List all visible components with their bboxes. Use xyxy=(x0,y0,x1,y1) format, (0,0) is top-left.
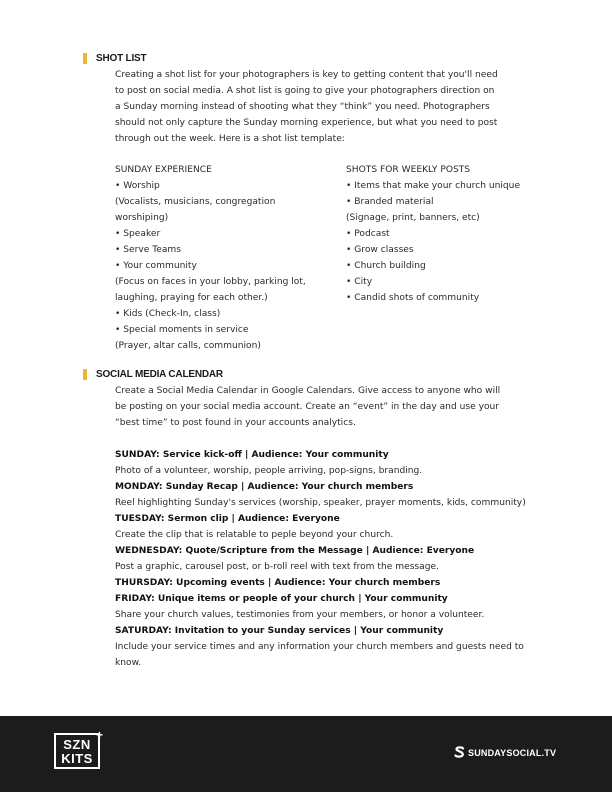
day-title: MONDAY: Sunday Recap | Audience: Your church members xyxy=(115,482,414,492)
list-item: • Special moments in service xyxy=(115,325,249,335)
calendar-heading xyxy=(83,369,223,380)
site-url: SUNDAYSOCIAL.TV xyxy=(468,748,557,758)
day-body: Include your service times and any information your church members and guests need to know. xyxy=(115,642,524,668)
list-item: (Vocalists, musicians, congregation xyxy=(115,197,276,207)
list-item: • Serve Teams xyxy=(115,245,181,255)
list-item: • Speaker xyxy=(115,229,161,239)
calendar-intro xyxy=(115,383,545,431)
shot-list-intro xyxy=(115,67,545,147)
day-body: Create the clip that is relatable to peple beyond your church. xyxy=(115,530,394,540)
intro-line: a Sunday morning instead of shooting what they “think” you need. Photographers xyxy=(115,102,490,112)
intro-line: should not only capture the Sunday morning experience, but what you need to post xyxy=(115,118,498,128)
day-title: FRIDAY: Unique items or people of your church | Your community xyxy=(115,594,448,604)
intro-line: be posting on your social media account. Create an “event” in the day and use your xyxy=(115,402,500,412)
logo-line: SZN xyxy=(63,737,91,752)
intro-line: through out the week. Here is a shot list template: xyxy=(115,134,345,144)
day-title: TUESDAY: Sermon clip | Audience: Everyone xyxy=(115,514,340,524)
list-item: (Focus on faces in your lobby, parking lot, xyxy=(115,277,306,287)
list-item: worshiping) xyxy=(115,213,169,223)
day-body: Post a graphic, carousel post, or b-roll reel with text from the message. xyxy=(115,562,440,572)
list-item: • Items that make your church unique xyxy=(346,181,521,191)
day-title: THURSDAY: Upcoming events | Audience: Your church members xyxy=(115,578,441,588)
day-body: Share your church values, testimonies from your members, or honor a volunteer. xyxy=(115,610,485,620)
weekly-posts-list xyxy=(346,162,520,306)
list-heading: SHOTS FOR WEEKLY POSTS xyxy=(346,165,471,175)
weekly-calendar xyxy=(115,447,545,671)
intro-line: to post on social media. A shot list is going to give your photographers direction on xyxy=(115,86,495,96)
list-item: • Podcast xyxy=(346,229,390,239)
sunday-social-logo-icon xyxy=(454,746,465,760)
site-brand xyxy=(454,746,556,760)
list-item: • Branded material xyxy=(346,197,434,207)
list-item: • Church building xyxy=(346,261,426,271)
day-title: WEDNESDAY: Quote/Scripture from the Message | Audience: Everyone xyxy=(115,546,475,556)
list-item: • Grow classes xyxy=(346,245,414,255)
plus-icon: + xyxy=(96,728,104,742)
heading-accent-bar xyxy=(83,53,87,64)
heading-accent-bar xyxy=(83,369,87,380)
day-title: SATURDAY: Invitation to your Sunday services | Your community xyxy=(115,626,444,636)
list-heading: SUNDAY EXPERIENCE xyxy=(115,165,212,175)
sunday-experience-list xyxy=(115,162,306,354)
list-item: (Prayer, altar calls, communion) xyxy=(115,341,261,351)
intro-line: Creating a shot list for your photographers is key to getting content that you'll need xyxy=(115,70,498,80)
list-item: • Worship xyxy=(115,181,160,191)
intro-line: Create a Social Media Calendar in Google Calendars. Give access to anyone who will xyxy=(115,386,501,396)
list-item: • Kids (Check-In, class) xyxy=(115,309,221,319)
day-body: Reel highlighting Sunday's services (worship, speaker, prayer moments, kids, community) xyxy=(115,498,526,508)
list-item: • City xyxy=(346,277,373,287)
calendar-title: SOCIAL MEDIA CALENDAR xyxy=(96,369,223,380)
intro-line: “best time” to post found in your accounts analytics. xyxy=(115,418,356,428)
list-item: • Your community xyxy=(115,261,197,271)
list-item: laughing, praying for each other.) xyxy=(115,293,268,303)
day-title: SUNDAY: Service kick-off | Audience: Your community xyxy=(115,450,389,460)
day-body: Photo of a volunteer, worship, people arriving, pop-signs, branding. xyxy=(115,466,423,476)
list-item: (Signage, print, banners, etc) xyxy=(346,213,480,223)
list-item: • Candid shots of community xyxy=(346,293,480,303)
szn-kits-logo xyxy=(54,733,100,769)
shot-list-title: SHOT LIST xyxy=(96,53,147,64)
logo-line: KITS xyxy=(61,751,93,766)
shot-list-heading xyxy=(83,53,146,64)
